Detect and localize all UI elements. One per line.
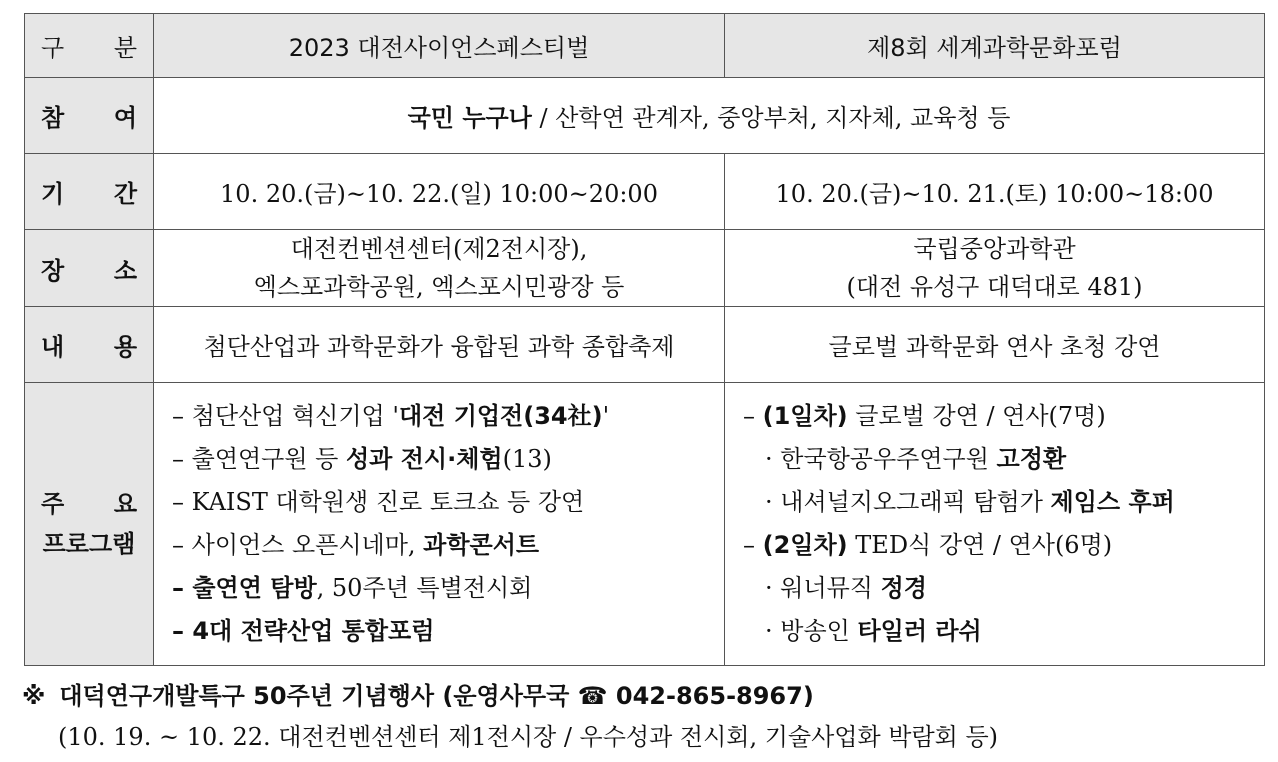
program-col2-item-bold: (2일차) [762,531,848,559]
participation-label [25,78,154,154]
header-col2: 제8회 세계과학문화포럼 [725,14,1265,78]
program-col2-item-bold: 타일러 라쉬 [857,617,982,645]
program-col1-item-text: – 출연연구원 등 [172,445,346,473]
program-col2-item-text: TED식 강연 / 연사(6명) [847,531,1113,559]
participation-rest: / 산학연 관계자, 중앙부처, 지자체, 교육청 등 [531,104,1011,132]
content-col2: 글로벌 과학문화 연사 초청 강연 [725,307,1265,383]
venue-row [25,230,1265,307]
program-col2-item-bold: (1일차) [762,402,848,430]
program-col2-item [743,524,1264,567]
program-col2-item-text: – [743,402,763,430]
program-col2-item-bold: 제임스 후퍼 [1050,488,1175,516]
period-row [25,154,1265,230]
program-col1-item-text: – 사이언스 오픈시네마, [172,531,424,559]
content-label-left: 내 [41,333,65,361]
header-label-cell [25,14,154,78]
program-col1-item-bold: – 출연연 탐방 [172,574,317,602]
footer-note [22,676,814,711]
phone-icon: ☎ [577,682,608,710]
participation-label-left: 참 [41,104,65,132]
program-col1 [154,383,725,666]
program-col2-item [743,481,1264,524]
program-col2-item [743,395,1264,438]
content-label-right: 용 [113,333,137,361]
program-col1-item [172,567,724,610]
program-col1-item-bold: 과학콘서트 [423,531,540,559]
program-col1-item-text: – 첨단산업 혁신기업 ' [172,402,399,430]
period-label-left: 기 [41,180,65,208]
venue-label-left: 장 [41,256,65,285]
header-col1: 2023 대전사이언스페스티벌 [154,14,725,78]
program-label-line2: 프로그램 [42,530,136,558]
venue-label [25,230,154,307]
reference-mark: ※ [22,682,46,710]
venue-col1-line1: 대전컨벤션센터(제2전시장), [290,235,588,263]
footer-phone: 042-865-8967) [615,682,814,710]
program-label-right: 요 [113,490,137,518]
header-label-right: 분 [113,34,137,62]
period-col1: 10. 20.(금)~10. 22.(일) 10:00~20:00 [154,154,725,230]
participation-bold: 국민 누구나 [407,104,532,132]
content-label [25,307,154,383]
event-comparison-table [24,13,1265,666]
venue-label-right: 소 [113,256,137,285]
venue-col2-line1: 국립중앙과학관 [913,235,1076,263]
content-col1: 첨단산업과 과학문화가 융합된 과학 종합축제 [154,307,725,383]
period-col2: 10. 20.(금)~10. 21.(토) 10:00~18:00 [725,154,1265,230]
content-row [25,307,1265,383]
program-col1-item [172,395,724,438]
program-col1-item [172,438,724,481]
program-label-left: 주 [41,490,65,518]
program-col2-item-text: – [743,531,763,559]
program-col2-item-bold: 정경 [880,574,927,602]
header-row [25,14,1265,78]
participation-label-right: 여 [113,104,137,132]
participation-value [154,78,1265,154]
program-col2-item-text: · 워너뮤직 [765,574,881,602]
program-col1-item-text: (13) [502,445,552,473]
program-col1-item [172,524,724,567]
header-label-left: 구 [41,34,65,62]
program-col2-item-bold: 고정환 [996,445,1067,473]
program-col2-item [743,438,1264,481]
footer-detail: (10. 19. ~ 10. 22. 대전컨벤션센터 제1전시장 / 우수성과 전시회, 기술사업화 박람회 등) [58,723,999,751]
period-label-right: 간 [113,180,137,208]
venue-col1-line2: 엑스포과학공원, 엑스포시민광장 등 [253,273,625,301]
program-col1-item-bold: – 4대 전략산업 통합포럼 [172,617,435,645]
program-row [25,383,1265,666]
program-col2-item-text: · 내셔널지오그래픽 탐험가 [765,488,1051,516]
period-label [25,154,154,230]
program-col2-item-text: · 한국항공우주연구원 [765,445,997,473]
program-col2-item-text: · 방송인 [765,617,858,645]
program-col1-item [172,610,724,653]
program-col1-item [172,481,724,524]
program-col1-item-text: , 50주년 특별전시회 [316,574,533,602]
program-col2-item [743,567,1264,610]
venue-col2-line2: (대전 유성구 대덕대로 481) [846,273,1143,301]
venue-col1 [154,230,725,307]
program-col2-item [743,610,1264,653]
participation-row [25,78,1265,154]
program-col1-item-text: – KAIST 대학원생 진로 토크쇼 등 강연 [172,488,585,516]
program-col1-item-bold: 성과 전시·체험 [346,445,503,473]
program-col1-item-text: ' [602,402,610,430]
program-col2 [725,383,1265,666]
venue-col2 [725,230,1265,307]
footer-title: 대덕연구개발특구 50주년 기념행사 (운영사무국 [59,682,570,710]
program-col1-item-bold: 대전 기업전(34社) [398,402,603,430]
program-col2-item-text: 글로벌 강연 / 연사(7명) [847,402,1106,430]
program-label [25,383,154,666]
